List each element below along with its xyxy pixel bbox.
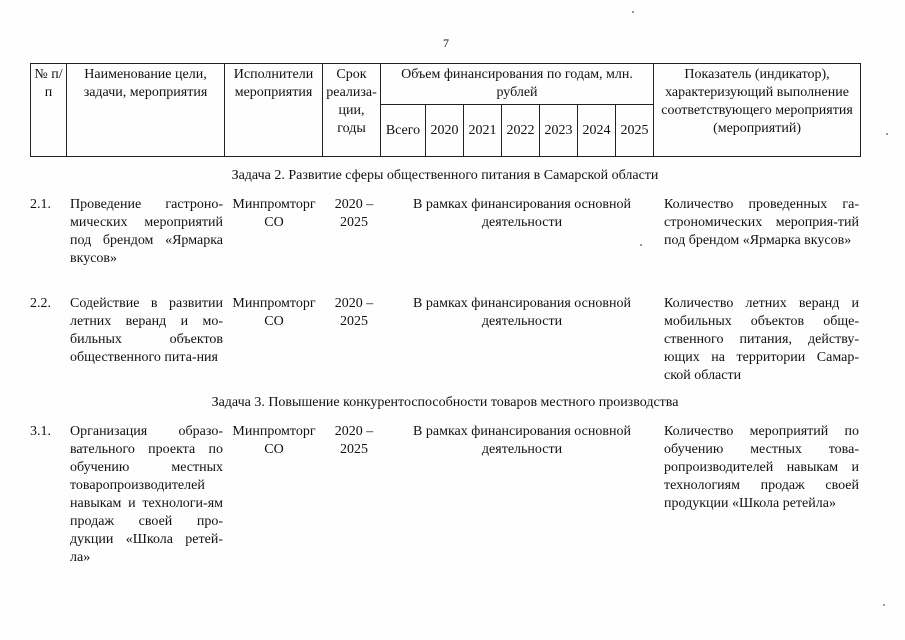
header-executors: Исполнители мероприятия (225, 64, 323, 157)
scan-speck (883, 604, 885, 606)
row-funding: В рамках финансирования основной деятельности (413, 424, 631, 457)
row-indicator: Количество мероприятий по обучению местных това-ропроизводителей навыкам и технологиям продаж своей продукции «Школа ретейла» (664, 424, 859, 511)
task-title: Задача 3. Повышение конкурентоспособности товаров местного производства (211, 395, 679, 410)
header-indicator: Показатель (индикатор), характеризующий выполнение соответствующего мероприятия (мероприятий) (654, 64, 861, 157)
row-executor: Минпромторг СО (232, 296, 316, 329)
header-term: Срок реализа-ции, годы (323, 64, 381, 157)
header-year-2020: 2020 (426, 105, 464, 157)
header-name: Наименование цели, задачи, мероприятия (67, 64, 225, 157)
scan-speck (632, 11, 634, 13)
scan-speck (640, 244, 642, 246)
header-year-total: Всего (381, 105, 426, 157)
header-year-2022: 2022 (502, 105, 540, 157)
row-name: Содействие в развитии летних веранд и мо-бильных объектов общественного пита-ния (70, 296, 223, 365)
row-indicator: Количество летних веранд и мобильных объектов обще-ственного питания, действу-ющих на территории Самар-ской области (664, 296, 859, 383)
row-funding: В рамках финансирования основной деятельности (413, 197, 631, 230)
row-executor: Минпромторг СО (232, 197, 316, 230)
row-name: Проведение гастроно-мических мероприятий под брендом «Ярмарка вкусов» (70, 197, 223, 266)
header-year-2023: 2023 (540, 105, 578, 157)
header-funding: Объем финансирования по годам, млн. рублей (381, 64, 654, 105)
row-number: 3.1. (30, 424, 51, 439)
row-term: 2020 – 2025 (334, 424, 374, 457)
header-year-2021: 2021 (464, 105, 502, 157)
header-year-2024: 2024 (578, 105, 616, 157)
table-header (30, 63, 861, 157)
task-title: Задача 2. Развитие сферы общественного питания в Самарской области (231, 168, 659, 183)
page-number: 7 (443, 36, 449, 50)
scan-speck (886, 133, 888, 135)
row-executor: Минпромторг СО (232, 424, 316, 457)
row-number: 2.2. (30, 296, 51, 311)
row-indicator: Количество проведенных га-строномических мероприя-тий под брендом «Ярмарка вкусов» (664, 197, 859, 248)
row-number: 2.1. (30, 197, 51, 212)
header-year-2025: 2025 (616, 105, 654, 157)
header-num: № п/п (31, 64, 67, 157)
row-term: 2020 – 2025 (334, 197, 374, 230)
row-term: 2020 – 2025 (334, 296, 374, 329)
row-name: Организация образо-вательного проекта по обучению местных товаропроизводителей навыкам и технологи-ям продаж своей про-дукции «Школа ретей-ла» (70, 424, 223, 565)
row-funding: В рамках финансирования основной деятельности (413, 296, 631, 329)
